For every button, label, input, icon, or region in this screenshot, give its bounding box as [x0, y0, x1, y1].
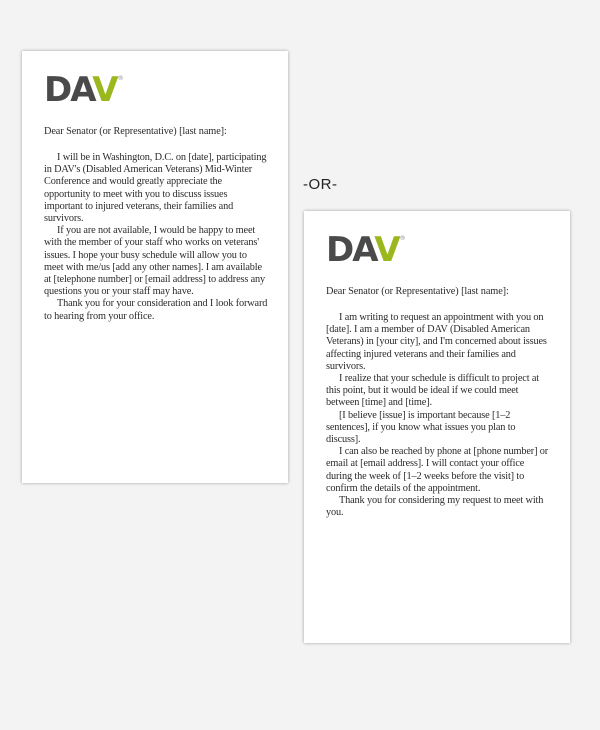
salutation: Dear Senator (or Representative) [last name]:	[44, 126, 227, 137]
paragraph-4: I can also be reached by phone at [phone number] or email at [email address]. I will contact your office during the week of [1–2 weeks before the visit] to confirm the details of the appointment.	[326, 446, 549, 494]
paragraph-3: [I believe [issue] is important because [1–2 sentences], if you know what issues you plan to discuss].	[326, 409, 516, 446]
dav-logo	[44, 70, 268, 110]
letter-card-1	[22, 51, 288, 483]
logo-trademark: ®	[399, 235, 406, 242]
paragraph-5: Thank you for considering my request to meet with you.	[326, 495, 544, 519]
logo-accent: V	[374, 230, 399, 270]
logo-trademark: ®	[117, 75, 124, 82]
logo-text: DA	[326, 230, 375, 270]
logo-accent: V	[92, 70, 117, 110]
paragraph-1: I am writing to request an appointment with you on [date]. I am a member of DAV (Disabled American Veterans) in [your city], and I'm concerned about issues affecting injured veterans and their families and survivors.	[326, 312, 547, 372]
paragraph-2: I realize that your schedule is difficult to project at this point, but it would be ideal if we could meet between [time] and [time].	[326, 373, 539, 409]
or-separator: -OR-	[303, 176, 338, 193]
paragraph-2: If you are not available, I would be happy to meet with the member of your staff who works on veterans' issues. I hope your busy schedule will allow you to meet with me/us [add any other names]. I am available at [telephone number] or [email address] to address any questions you or your staff may have.	[44, 225, 266, 298]
logo-text: DA	[44, 70, 93, 110]
salutation: Dear Senator (or Representative) [last name]:	[326, 286, 509, 297]
letter-card-2	[304, 211, 570, 643]
dav-logo	[326, 230, 552, 270]
paragraph-1: I will be in Washington, D.C. on [date], participating in DAV's (Disabled American Veterans) Mid-Winter Conference and would greatly appreciate the opportunity to meet with you to discuss issues important to injured veterans, their families and survivors.	[44, 152, 267, 225]
paragraph-3: Thank you for your consideration and I look forward to hearing from your office.	[44, 298, 268, 322]
